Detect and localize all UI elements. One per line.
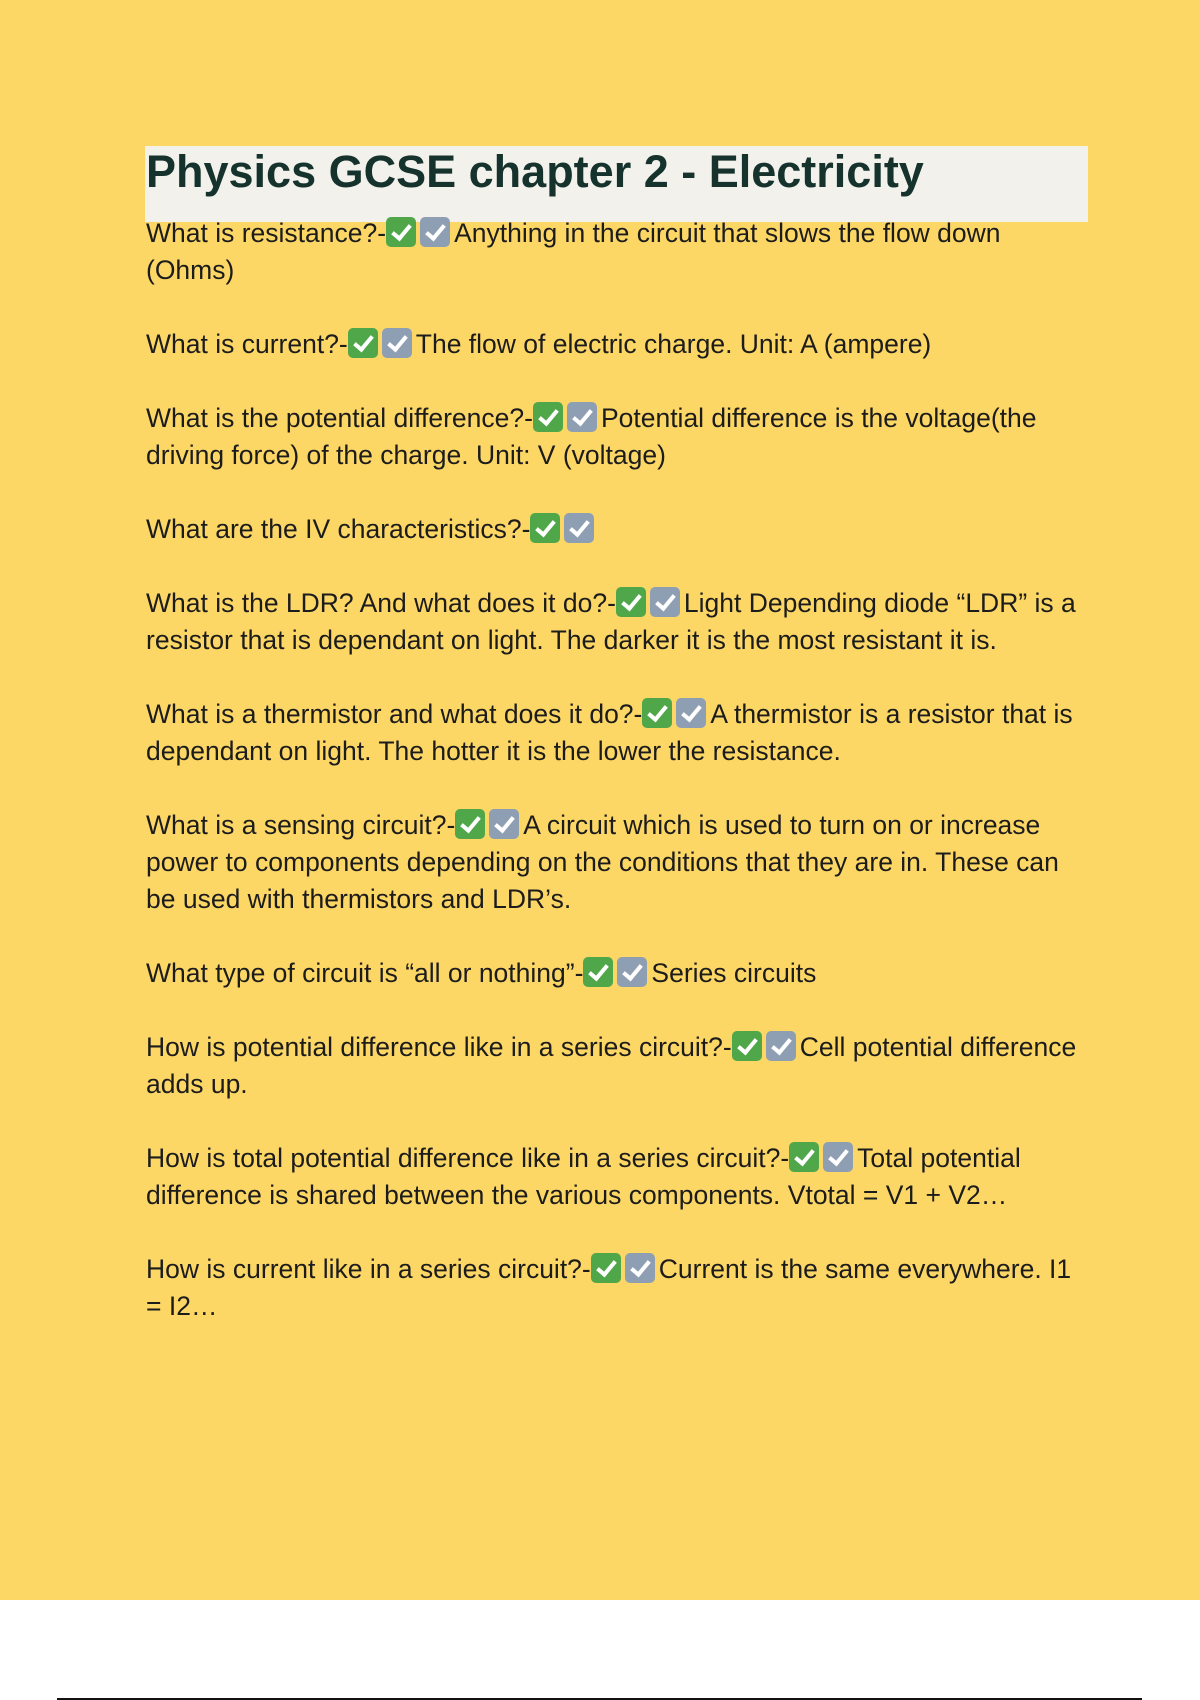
answer-text: Total potential difference is shared between the various components. Vtotal = V1 + V2… [146, 1143, 1021, 1210]
green-check-icon [455, 809, 485, 839]
answer-text: Light Depending diode “LDR” is a resistor that is dependant on light. The darker it is the most resistant it is. [146, 588, 1076, 655]
question-text: What is a thermistor and what does it do?- [146, 699, 643, 729]
qa-item [146, 585, 1091, 659]
blue-check-icon [489, 809, 519, 839]
qa-item [146, 400, 1091, 474]
blue-check-icon [420, 217, 450, 247]
blue-check-icon [676, 698, 706, 728]
green-check-icon [583, 957, 613, 987]
qa-item [146, 696, 1091, 770]
qa-item [146, 1140, 1091, 1214]
green-check-icon [616, 587, 646, 617]
blue-check-icon [625, 1253, 655, 1283]
green-check-icon [530, 513, 560, 543]
qa-item [146, 1251, 1091, 1325]
question-text: What are the IV characteristics?- [146, 514, 531, 544]
qa-item [146, 215, 1091, 289]
answer-text: Anything in the circuit that slows the flow down (Ohms) [146, 218, 1001, 285]
question-text: What is current?- [146, 329, 348, 359]
blue-check-icon [564, 513, 594, 543]
green-check-icon [348, 328, 378, 358]
question-text: What is resistance?- [146, 218, 387, 248]
question-text: What type of circuit is “all or nothing”- [146, 958, 584, 988]
answer-text: A thermistor is a resistor that is dependant on light. The hotter it is the lower the resistance. [146, 699, 1073, 766]
answer-text: Series circuits [651, 958, 817, 988]
blue-check-icon [382, 328, 412, 358]
question-text: What is the potential difference?- [146, 403, 533, 433]
blue-check-icon [823, 1142, 853, 1172]
qa-list [146, 215, 1091, 1362]
question-text: What is a sensing circuit?- [146, 810, 456, 840]
qa-item [146, 807, 1091, 918]
answer-text: Current is the same everywhere. I1 = I2… [146, 1254, 1072, 1321]
answer-text: A circuit which is used to turn on or increase power to components depending on the conditions that they are in. These can be used with thermistors and LDR’s. [146, 810, 1059, 914]
qa-item [146, 326, 1091, 363]
answer-text: Potential difference is the voltage(the driving force) of the charge. Unit: V (voltage) [146, 403, 1037, 470]
qa-item [146, 955, 1091, 992]
green-check-icon [642, 698, 672, 728]
qa-item [146, 511, 1091, 548]
qa-item [146, 1029, 1091, 1103]
page-title: Physics GCSE chapter 2 - Electricity [146, 146, 924, 197]
answer-text: Cell potential difference adds up. [146, 1032, 1077, 1099]
answer-text: The flow of electric charge. Unit: A (ampere) [415, 329, 932, 359]
blue-check-icon [766, 1031, 796, 1061]
blue-check-icon [650, 587, 680, 617]
question-text: What is the LDR? And what does it do?- [146, 588, 616, 618]
green-check-icon [789, 1142, 819, 1172]
question-text: How is total potential difference like in a series circuit?- [146, 1143, 790, 1173]
green-check-icon [591, 1253, 621, 1283]
blue-check-icon [567, 402, 597, 432]
green-check-icon [386, 217, 416, 247]
blue-check-icon [617, 957, 647, 987]
question-text: How is current like in a series circuit?- [146, 1254, 591, 1284]
question-text: How is potential difference like in a series circuit?- [146, 1032, 732, 1062]
green-check-icon [732, 1031, 762, 1061]
green-check-icon [533, 402, 563, 432]
